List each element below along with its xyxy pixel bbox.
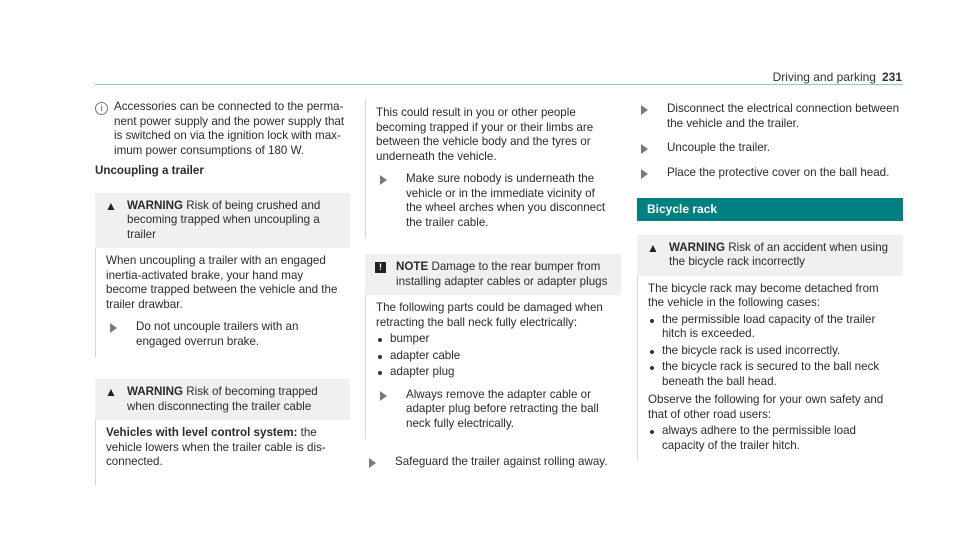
step-arrow-icon [380, 391, 394, 401]
level-control-label: Vehicles with level control system: [106, 426, 298, 439]
step-text: Disconnect the electrical connection between the vehicle and the trailer. [667, 102, 900, 130]
warning-title [127, 199, 340, 243]
warning-text: Risk of an accident when using the bicycle rack incorrectly [669, 240, 889, 268]
note-body-text: The following parts could be damaged when retracting the ball neck fully electrically: [376, 301, 603, 329]
warning-body-text: The bicycle rack may become detached from the vehicle in the following cases: [648, 281, 879, 309]
warning-body [637, 276, 903, 462]
instruction-step [637, 166, 903, 181]
warning-head [95, 193, 350, 249]
step-text: Place the protective cover on the ball head. [667, 165, 890, 179]
step-arrow-icon [641, 169, 655, 179]
warning-triangle-icon: ▲ [105, 385, 117, 399]
list-item [648, 313, 893, 342]
warning-text: Risk of becoming trapped when disconnecting the trailer cable [127, 385, 318, 413]
list-item-text: bumper [390, 332, 430, 345]
step-arrow-icon [110, 323, 124, 333]
warning-title [127, 385, 340, 414]
warning-head [95, 379, 350, 420]
list-item [648, 360, 893, 389]
list-item-text: the permissible load capacity of the trailer hitch is exceeded. [662, 312, 876, 340]
header-rule [95, 84, 903, 85]
bullet-icon [650, 350, 654, 354]
list-item-text: adapter plug [390, 365, 455, 378]
continued-text: This could result in you or other people becoming trapped if your or their limbs are between the vehicle body and the tyres or underneath the vehicle. [376, 106, 594, 163]
bullet-icon [650, 366, 654, 370]
instruction-step [637, 102, 903, 131]
page-header [773, 70, 902, 85]
note-title [396, 260, 611, 289]
step-arrow-icon [641, 144, 655, 154]
warning-body [95, 248, 350, 357]
step-arrow-icon [380, 175, 394, 185]
note-label: NOTE [396, 260, 429, 273]
note-body [365, 295, 621, 439]
bullet-icon [650, 319, 654, 323]
instruction-step [376, 388, 611, 432]
section-title: Driving and parking [772, 70, 876, 84]
step-text: Always remove the adapter cable or adapter plug before retracting the ball neck fully electrically. [406, 387, 599, 430]
info-icon: i [95, 102, 108, 115]
bullet-icon [378, 338, 382, 342]
instruction-step [637, 141, 903, 156]
list-item-text: the bicycle rack is used incorrectly. [662, 343, 841, 357]
warning-label: WARNING [127, 385, 184, 398]
step-arrow-icon [641, 105, 655, 115]
warning-body-text-2: Observe the following for your own safety and that of other road users: [648, 393, 884, 421]
info-note [95, 100, 350, 158]
list-item [376, 365, 611, 380]
section-header-bicycle-rack: Bicycle rack [637, 198, 903, 221]
warning-body-text: When uncoupling a trailer with an engaged inertia-activated brake, your hand may become trapped between the vehicle and the trailer drawbar. [106, 254, 338, 311]
bullet-icon [378, 371, 382, 375]
column-1 [95, 100, 350, 486]
warning-head [637, 235, 903, 276]
warning-label: WARNING [669, 240, 726, 254]
column-3 [637, 100, 903, 461]
warning-box-trapped [95, 379, 350, 486]
instruction-step [106, 320, 340, 349]
step-text: Do not uncouple trailers with an engaged overrun brake. [136, 320, 299, 348]
step-text: Make sure nobody is underneath the vehicle or in the immediate vicinity of the wheel arches when you disconnect the trailer cable. [406, 172, 606, 229]
list-item-text: the bicycle rack is secured to the ball neck beneath the ball head. [662, 360, 880, 388]
list-item [376, 332, 611, 347]
warning-text: Risk of being crushed and becoming trapped when uncoupling a trailer [127, 198, 321, 241]
warning-body [95, 420, 350, 486]
warning-box-bicycle [637, 235, 903, 462]
bullet-icon [650, 430, 654, 434]
bullet-icon [378, 355, 382, 359]
warning-label: WARNING [127, 198, 184, 212]
list-item-text: adapter cable [390, 348, 461, 362]
warning-triangle-icon: ▲ [647, 240, 659, 255]
warning-continued [365, 100, 621, 238]
note-head [365, 254, 621, 295]
instruction-step [365, 455, 621, 470]
step-text: Uncouple the trailer. [667, 141, 771, 154]
instruction-step [376, 172, 611, 230]
list-item [648, 344, 893, 359]
step-text: Safeguard the trailer against rolling away. [395, 455, 608, 468]
column-2 [365, 100, 621, 470]
note-text: Damage to the rear bumper from installing adapter cables or adapter plugs [396, 260, 608, 288]
exclamation-icon: ! [375, 262, 386, 273]
info-note-text: Accessories can be connected to the permanent power supply and the power supply that is switched on via the ignition lock with maximum power consumptions of 180 W. [114, 100, 345, 157]
list-item-text: always adhere to the permissible load capacity of the trailer hitch. [662, 424, 856, 452]
warning-body-text [106, 426, 340, 470]
list-item [648, 424, 893, 453]
warning-title [669, 241, 893, 270]
page-number: 231 [881, 70, 902, 84]
note-box-bumper [365, 254, 621, 439]
warning-triangle-icon: ▲ [105, 198, 117, 213]
warning-box-crushed [95, 193, 350, 358]
subheading-uncoupling: Uncoupling a trailer [95, 164, 204, 177]
list-item [376, 349, 611, 364]
step-arrow-icon [369, 458, 383, 468]
level-control-text: the vehicle lowers when the trailer cable is disconnected. [106, 426, 326, 468]
